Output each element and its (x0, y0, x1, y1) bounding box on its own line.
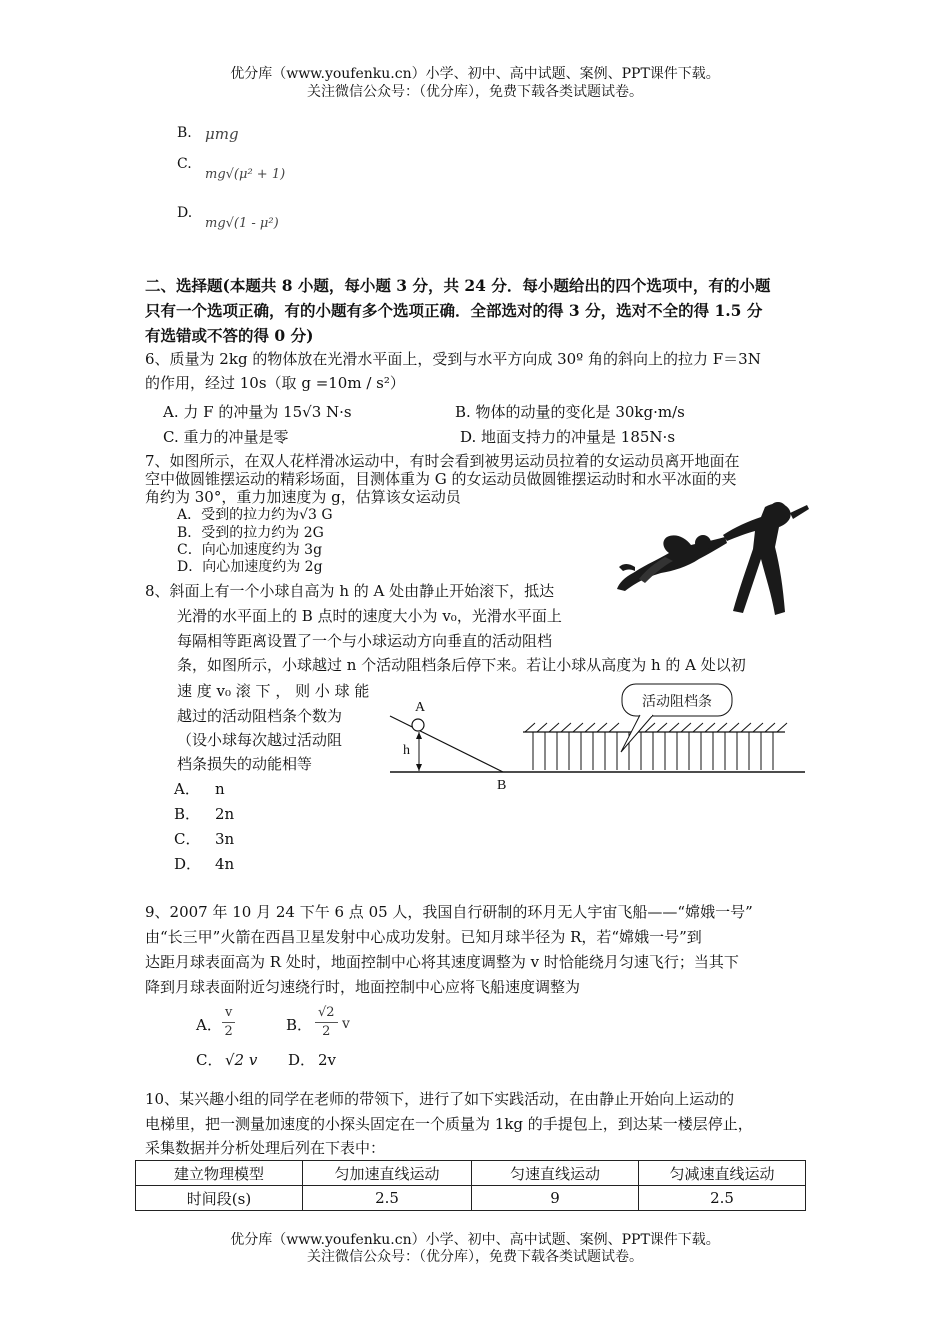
header-line-2: 关注微信公众号：（优分库），免费下载各类试题试卷。 (307, 84, 643, 100)
q8-line-3: 每隔相等距离设置了一个与小球运动方向垂直的活动阻档 (177, 632, 553, 650)
q9-line-1: 9、2007 年 10 月 24 下午 6 点 05 人，我国自行研制的环月无人宇宙飞船——“嫦娥一号” (145, 903, 753, 921)
q9-option-b-label: B． (286, 1016, 313, 1034)
q8-option-d: 4n (215, 855, 235, 873)
q8-line-1: 8、斜面上有一个小球自高为 h 的 A 处由静止开始滚下，抵达 (145, 582, 555, 600)
footer-line-2: 关注微信公众号：（优分库），免费下载各类试题试卷。 (307, 1249, 643, 1265)
q9-option-a-label: A． (196, 1016, 222, 1034)
incline-barrier-diagram (385, 680, 810, 795)
table-cell: 2.5 (639, 1186, 806, 1211)
point-a-label: A (415, 700, 426, 715)
q10-line-3: 采集数据并分析处理后列在下表中： (145, 1139, 386, 1157)
option-d-label: D. (177, 205, 193, 221)
option-c-formula: mg√(μ² + 1) (205, 167, 286, 182)
q7-line-1: 7、如图所示，在双人花样滑冰运动中，有时会看到被男运动员拉着的女运动员离开地面在 (145, 452, 740, 470)
section-2-line-3: 有选错或不答的得 0 分) (145, 326, 314, 345)
figure-skaters-image (615, 497, 810, 617)
q6-option-d: D. 地面支持力的冲量是 185N·s (460, 428, 676, 446)
q7-line-3: 角约为 30°，重力加速度为 g，估算该女运动员 (145, 488, 461, 506)
header-line-1: 优分库（www.youfenku.cn）小学、初中、高中试题、案例、PPT课件下载。 (230, 66, 720, 82)
section-2-line-1: 二、选择题(本题共 8 小题，每小题 3 分，共 24 分．每小题给出的四个选项中，有的小题 (145, 276, 771, 295)
height-label: h (403, 743, 410, 758)
q9-option-c-label: C． (196, 1051, 223, 1069)
q8-line-8: 档条损失的动能相等 (177, 755, 313, 773)
table-header-cell: 匀加速直线运动 (303, 1161, 472, 1186)
option-b-formula: μmg (205, 125, 239, 143)
q8-option-c-label: C． (174, 830, 201, 848)
q6-line-1: 6、质量为 2kg 的物体放在光滑水平面上，受到与水平方向成 30º 角的斜向上的拉力 F＝3N (145, 350, 761, 368)
q8-option-a: n (215, 780, 225, 798)
q9-line-4: 降到月球表面附近匀速绕行时，地面控制中心应将飞船速度调整为 (145, 978, 581, 996)
q7-option-b: B．受到的拉力约为 2G (177, 525, 324, 541)
table-header-row (136, 1161, 806, 1186)
q9-option-a-numerator: v (222, 1004, 235, 1023)
option-b-label: B. (177, 125, 192, 141)
q7-option-a: A．受到的拉力约为√3 G (177, 507, 333, 523)
q10-line-2: 电梯里，把一测量加速度的小探头固定在一个质量为 1kg 的手提包上，到达某一楼层停止， (145, 1115, 753, 1133)
q8-line-5: 速 度 v₀ 滚 下 ， 则 小 球 能 (177, 682, 370, 700)
q7-option-c: C．向心加速度约为 3g (177, 542, 323, 558)
barrier-strips (525, 723, 787, 770)
section-2-line-2: 只有一个选项正确，有的小题有多个选项正确．全部选对的得 3 分，选对不全的得 1.5 分 (145, 301, 763, 320)
table-row (136, 1186, 806, 1211)
q10-line-1: 10、某兴趣小组的同学在老师的带领下，进行了如下实践活动，在由静止开始向上运动的 (145, 1090, 735, 1108)
table-cell: 9 (472, 1186, 639, 1211)
q6-option-c: C. 重力的冲量是零 (163, 428, 289, 446)
q8-line-4: 条，如图所示，小球越过 n 个活动阻档条后停下来。若让小球从高度为 h 的 A 处以初 (177, 656, 746, 674)
point-b-label: B (497, 778, 507, 793)
q9-option-a-fraction (222, 1004, 235, 1041)
q8-option-b: 2n (215, 805, 235, 823)
q6-line-2: 的作用，经过 10s（取 g =10m / s²） (145, 374, 405, 392)
footer-line-1: 优分库（www.youfenku.cn）小学、初中、高中试题、案例、PPT课件下载。 (230, 1232, 720, 1248)
q9-line-2: 由“长三甲”火箭在西昌卫星发射中心成功发射。已知月球半径为 R，若“嫦娥一号”到 (145, 928, 702, 946)
q8-line-6: 越过的活动阻档条个数为 (177, 707, 343, 725)
q9-option-d: 2v (318, 1051, 337, 1069)
callout-label: 活动阻档条 (642, 694, 712, 710)
table-header-cell: 匀减速直线运动 (639, 1161, 806, 1186)
option-d-formula: mg√(1 - μ²) (205, 216, 279, 231)
q7-option-d: D．向心加速度约为 2g (177, 559, 323, 575)
q8-line-7: （设小球每次越过活动阻 (177, 731, 343, 749)
table-header-cell: 建立物理模型 (136, 1161, 303, 1186)
q6-option-b: B. 物体的动量的变化是 30kg·m/s (455, 403, 685, 421)
q9-line-3: 达距月球表面高为 R 处时，地面控制中心将其速度调整为 v 时恰能绕月匀速飞行；当其下 (145, 953, 739, 971)
table-cell: 时间段(s) (136, 1186, 303, 1211)
q9-option-b-numerator: √2 (315, 1004, 338, 1023)
q7-line-2: 空中做圆锥摆运动的精彩场面，目测体重为 G 的女运动员做圆锥摆运动时和水平冰面的夹 (145, 470, 737, 488)
q9-option-b-tail: v (342, 1016, 350, 1032)
q9-option-a-denominator: 2 (224, 1024, 233, 1039)
q9-option-d-label: D． (288, 1051, 316, 1069)
q8-option-b-label: B． (174, 805, 201, 823)
elevator-data-table (135, 1160, 806, 1211)
q8-option-d-label: D． (174, 855, 202, 873)
table-cell: 2.5 (303, 1186, 472, 1211)
q6-option-a: A. 力 F 的冲量为 15√3 N·s (163, 403, 352, 421)
q9-option-c: √2 v (225, 1051, 258, 1069)
q8-line-2: 光滑的水平面上的 B 点时的速度大小为 v₀，光滑水平面上 (177, 607, 562, 625)
option-c-label: C. (177, 156, 192, 172)
q9-option-b-denominator: 2 (322, 1024, 331, 1039)
table-header-cell: 匀速直线运动 (472, 1161, 639, 1186)
q8-option-c: 3n (215, 830, 235, 848)
q8-option-a-label: A． (174, 780, 200, 798)
q9-option-b-fraction (315, 1004, 338, 1041)
